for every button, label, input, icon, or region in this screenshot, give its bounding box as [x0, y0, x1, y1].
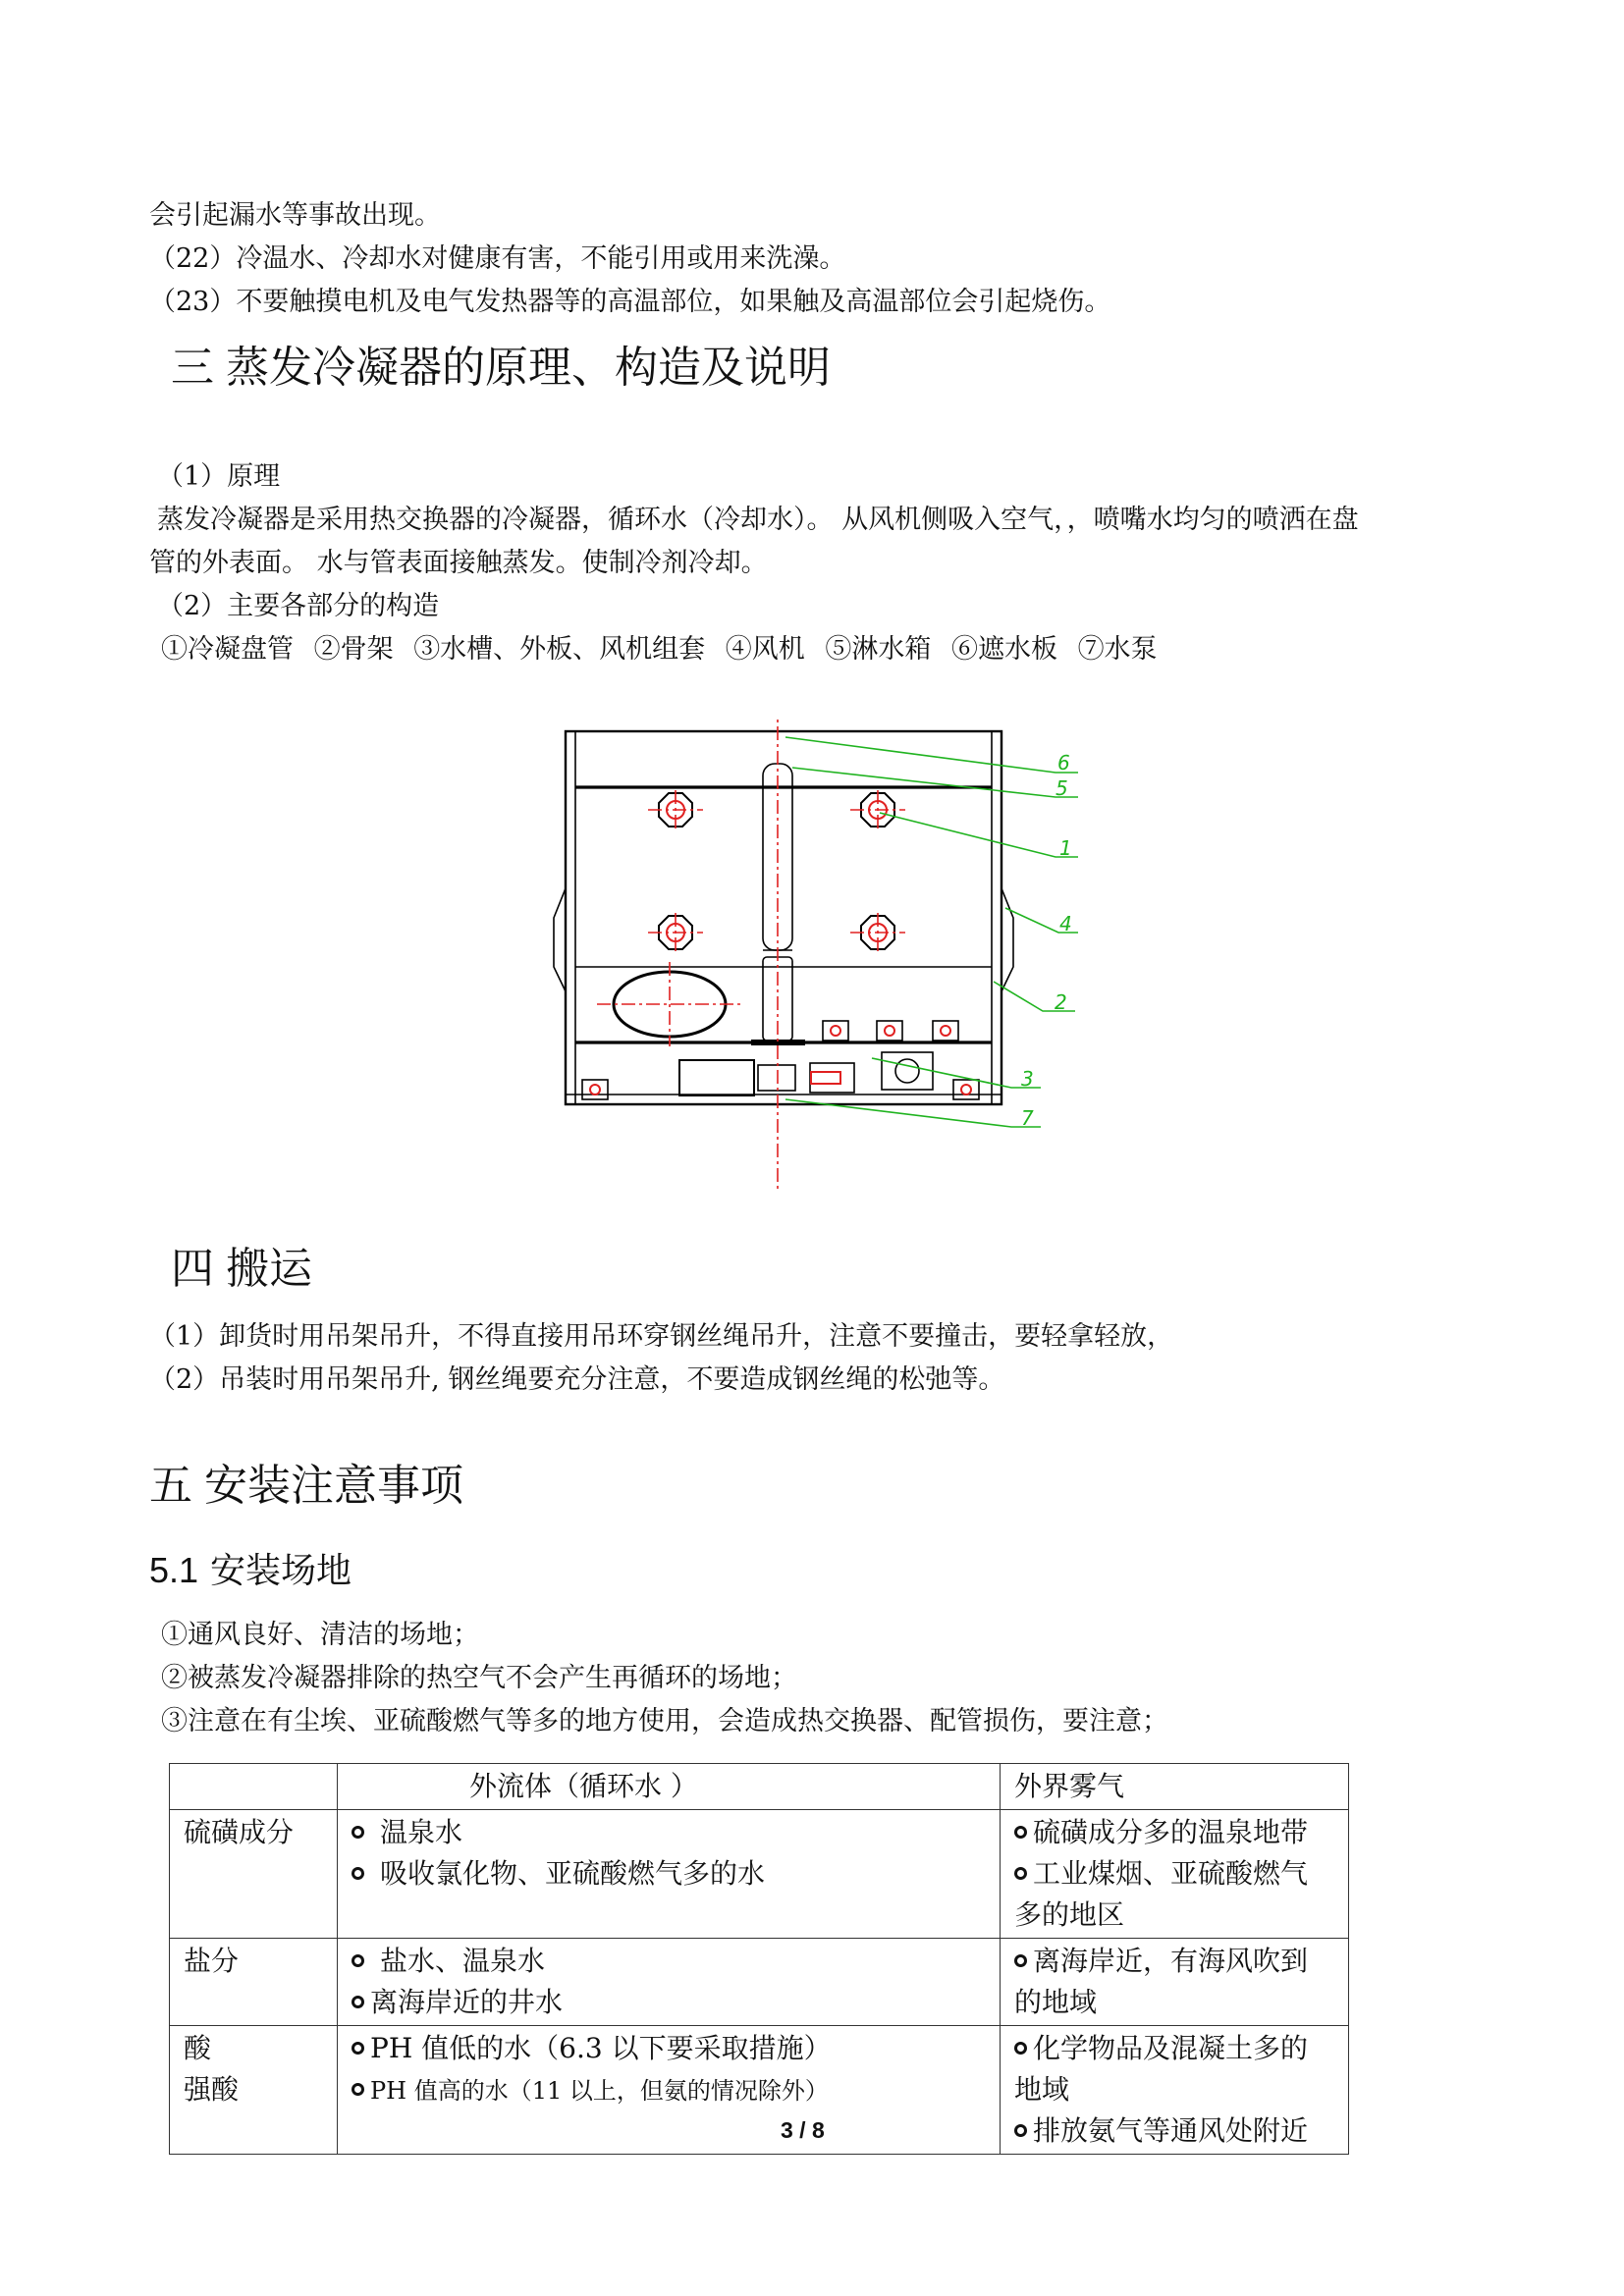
section4-line-1: （1）卸货时用吊架吊升，不得直接用吊环穿钢丝绳吊升，注意不要撞击，要轻拿轻放， [149, 1321, 1174, 1352]
table-cell: 离海岸近的井水 [370, 1986, 564, 2018]
part-2: ②骨架 [313, 634, 394, 665]
principle-line-1: 蒸发冷凝器是采用热交换器的冷凝器，循环水（冷却水）。 从风机侧吸入空气，，喷嘴水均匀的喷洒在盘 [157, 505, 1359, 535]
section5-1-title: 安装场地 [210, 1551, 352, 1591]
table-row [170, 1939, 1349, 2026]
site-line-2: ②被蒸发冷凝器排除的热空气不会产生再循环的场地； [161, 1663, 797, 1693]
principle-line-2: 管的外表面。 水与管表面接触蒸发。使制冷剂冷却。 [149, 548, 768, 578]
diagram-label-1: 1 [1059, 836, 1072, 860]
bullet-icon [352, 2083, 364, 2096]
part-7: ⑦水泵 [1077, 634, 1158, 665]
site-line-3: ③注意在有尘埃、亚硫酸燃气等多的地方使用，会造成热交换器、配管损伤，要注意； [161, 1706, 1168, 1736]
section4-title: 搬运 [226, 1244, 312, 1294]
bullet-icon [352, 1996, 364, 2008]
corrosion-conditions-table [169, 1763, 1349, 2155]
section3-number: 三 [171, 343, 214, 393]
table-cell: 温泉水 [380, 1816, 463, 1848]
table-cell: 工业煤烟、亚硫酸燃气多的地区 [1014, 1857, 1309, 1931]
bullet-icon [1014, 2124, 1027, 2137]
table-cell: 硫磺成分多的温泉地带 [1033, 1816, 1309, 1848]
diagram-label-6: 6 [1057, 751, 1070, 774]
section4-line-2: （2）吊装时用吊架吊升, 钢丝绳要充分注意，不要造成钢丝绳的松弛等。 [149, 1364, 1005, 1395]
bullet-icon [352, 2042, 364, 2055]
table-cell: PH 值低的水（6.3 以下要采取措施） [370, 2032, 832, 2064]
table-header-blank [170, 1764, 338, 1810]
site-line-1: ①通风良好、清洁的场地； [161, 1620, 479, 1650]
bullet-icon [1014, 1867, 1027, 1880]
diagram-label-7: 7 [1021, 1106, 1034, 1130]
part-5: ⑤淋水箱 [825, 634, 932, 665]
section4-heading [171, 1243, 312, 1296]
table-cell: 排放氨气等通风处附近 [1033, 2114, 1309, 2147]
part-4: ④风机 [725, 634, 805, 665]
bullet-icon [1014, 2042, 1027, 2055]
bullet-icon [352, 1826, 364, 1839]
row-label: 强酸 [184, 2073, 240, 2106]
diagram-label-4: 4 [1059, 912, 1072, 935]
table-header-outer-fluid: 外流体（循环水 ） [338, 1764, 1001, 1810]
section5-title: 安装注意事项 [204, 1461, 463, 1511]
table-cell: PH 值高的水（11 以上，但氨的情况除外） [370, 2077, 829, 2105]
section4-number: 四 [171, 1244, 214, 1294]
table-row [170, 1810, 1349, 1939]
bullet-icon [352, 1954, 364, 1967]
section5-1-number: 5.1 [149, 1550, 199, 1590]
bullet-icon [1014, 1954, 1027, 1967]
diagram-label-2: 2 [1055, 990, 1067, 1014]
section5-heading [149, 1460, 463, 1513]
principle-heading: （1）原理 [157, 461, 281, 492]
row-label: 酸 [184, 2032, 212, 2064]
bullet-icon [352, 1867, 364, 1880]
part-1: ①冷凝盘管 [161, 634, 294, 665]
bullet-icon [1014, 1826, 1027, 1839]
table-row [170, 2026, 1349, 2155]
row-label: 硫磺成分 [170, 1810, 338, 1939]
row-label: 盐分 [170, 1939, 338, 2026]
part-6: ⑥遮水板 [950, 634, 1057, 665]
intro-line-1: 会引起漏水等事故出现。 [149, 200, 441, 231]
table-header-row [170, 1764, 1349, 1810]
section5-1-heading [149, 1549, 352, 1593]
page-number: 3 / 8 [781, 2117, 825, 2143]
parts-list [161, 633, 1158, 667]
diagram-label-5: 5 [1056, 776, 1068, 800]
section3-heading [171, 342, 831, 395]
section3-title: 蒸发冷凝器的原理、构造及说明 [226, 343, 831, 393]
intro-line-2: （22）冷温水、冷却水对健康有害，不能引用或用来洗澡。 [149, 243, 846, 274]
structure-heading: （2）主要各部分的构造 [157, 591, 440, 621]
table-header-outer-air: 外界雾气 [1001, 1764, 1349, 1810]
diagram-label-3: 3 [1021, 1067, 1034, 1091]
table-cell: 离海岸近，有海风吹到的地域 [1014, 1945, 1309, 2018]
table-cell: 吸收氯化物、亚硫酸燃气多的水 [380, 1857, 766, 1890]
table-cell: 盐水、温泉水 [380, 1945, 546, 1977]
section5-number: 五 [149, 1461, 192, 1511]
part-3: ③水槽、外板、风机组套 [413, 634, 706, 665]
condenser-structure-diagram [550, 717, 1100, 1198]
intro-line-3: （23）不要触摸电机及电气发热器等的高温部位，如果触及高温部位会引起烧伤。 [149, 287, 1111, 317]
table-cell: 化学物品及混凝土多的地域 [1014, 2032, 1309, 2106]
